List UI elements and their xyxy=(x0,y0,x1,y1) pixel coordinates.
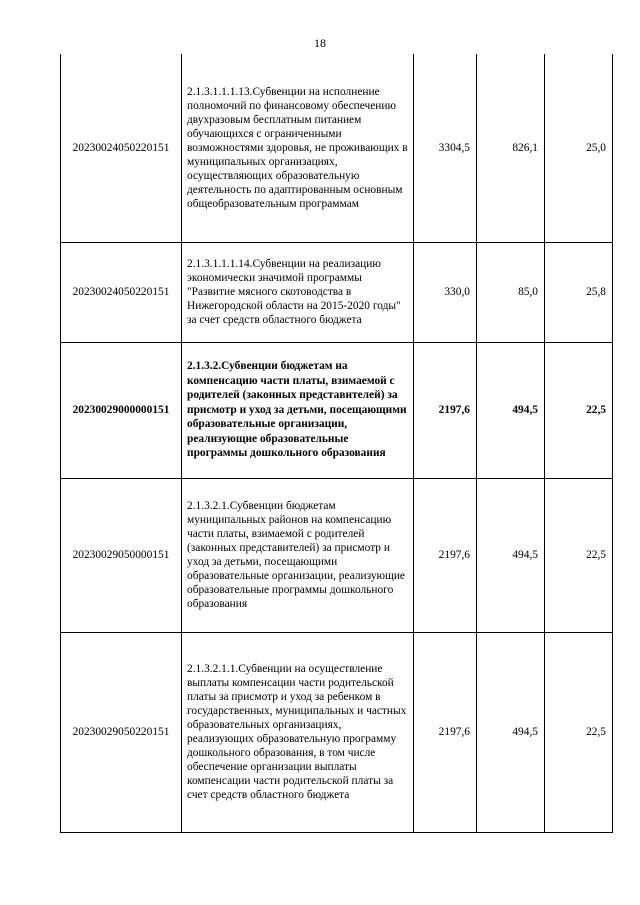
page-number: 18 xyxy=(314,36,326,50)
actual-amount-cell: 494,5 xyxy=(477,632,545,832)
item-name-cell: 2.1.3.2.1.1.Субвенции на осуществление выплаты компенсации части родительской платы за присмотр и уход за ребенком в государственных, муниципальных и частных образовательных организациях, реализующих образовательную программу дошкольного образования, в том числе обеспечение организации выплаты компенсации части родительской платы за счет средств областного бюджета xyxy=(182,632,414,832)
execution-percent-cell: 25,0 xyxy=(545,54,613,242)
execution-percent-cell: 22,5 xyxy=(545,632,613,832)
table-row xyxy=(61,54,613,242)
plan-amount-cell: 2197,6 xyxy=(414,632,477,832)
actual-amount-cell: 494,5 xyxy=(477,342,545,478)
table-row xyxy=(61,342,613,478)
table-row xyxy=(61,478,613,632)
item-name-cell: 2.1.3.2.1.Субвенции бюджетам муниципальных районов на компенсацию части платы, взимаемой с родителей (законных представителей) за присмотр и уход за детьми, посещающими образовательные организации, реализующие образовательные программы дошкольного образования xyxy=(182,478,414,632)
budget-table xyxy=(60,54,613,833)
actual-amount-cell: 85,0 xyxy=(477,242,545,342)
budget-code-cell: 20230024050220151 xyxy=(61,54,182,242)
plan-amount-cell: 2197,6 xyxy=(414,342,477,478)
item-name-cell: 2.1.3.1.1.1.13.Субвенции на исполнение полномочий по финансовому обеспечению двухразовым бесплатным питанием обучающихся с ограниченными возможностями здоровья, не проживающих в муниципальных организациях, осуществляющих образовательную деятельность по адаптированным основным общеобразовательным программам xyxy=(182,54,414,242)
plan-amount-cell: 3304,5 xyxy=(414,54,477,242)
plan-amount-cell: 330,0 xyxy=(414,242,477,342)
budget-code-cell: 20230029050000151 xyxy=(61,478,182,632)
budget-code-cell: 20230029000000151 xyxy=(61,342,182,478)
plan-amount-cell: 2197,6 xyxy=(414,478,477,632)
execution-percent-cell: 22,5 xyxy=(545,342,613,478)
actual-amount-cell: 494,5 xyxy=(477,478,545,632)
item-name-cell: 2.1.3.2.Субвенции бюджетам на компенсацию части платы, взимаемой с родителей (законных представителей) за присмотр и уход за детьми, посещающими образовательные организации, реализующие образовательные программы дошкольного образования xyxy=(182,342,414,478)
actual-amount-cell: 826,1 xyxy=(477,54,545,242)
item-name-cell: 2.1.3.1.1.1.14.Субвенции на реализацию экономически значимой программы "Развитие мясного скотоводства в Нижегородской области на 2015-2020 годы" за счет средств областного бюджета xyxy=(182,242,414,342)
table-row xyxy=(61,242,613,342)
execution-percent-cell: 22,5 xyxy=(545,478,613,632)
budget-code-cell: 20230024050220151 xyxy=(61,242,182,342)
budget-code-cell: 20230029050220151 xyxy=(61,632,182,832)
execution-percent-cell: 25,8 xyxy=(545,242,613,342)
table-row xyxy=(61,632,613,832)
